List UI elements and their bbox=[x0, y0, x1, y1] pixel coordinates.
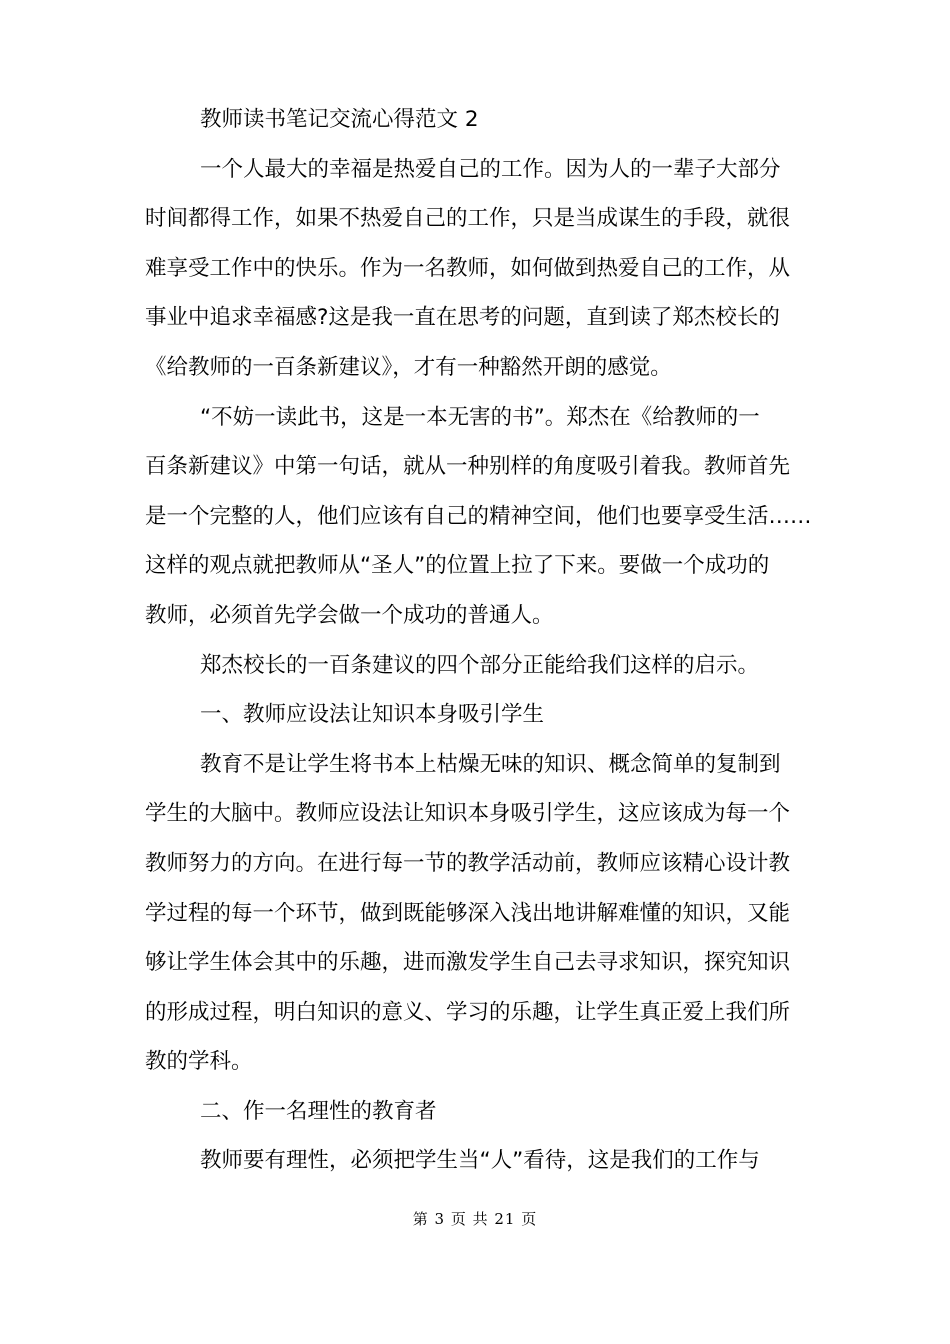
document-title: 教师读书笔记交流心得范文 2 bbox=[200, 107, 479, 132]
section-heading: 二、作一名理性的教育者 bbox=[200, 1098, 437, 1124]
paragraph-line: 郑杰校长的一百条建议的四个部分正能给我们这样的启示。 bbox=[200, 652, 760, 678]
paragraph-line: “不妨一读此书，这是一本无害的书”。郑杰在《给教师的一 bbox=[200, 404, 760, 430]
document-body bbox=[145, 95, 821, 1186]
paragraph-line: 的形成过程，明白知识的意义、学习的乐趣，让学生真正爱上我们所 bbox=[145, 999, 791, 1025]
paragraph-line: 学生的大脑中。教师应设法让知识本身吸引学生，这应该成为每一个 bbox=[145, 801, 791, 827]
paragraph-line: 教的学科。 bbox=[145, 1049, 253, 1075]
paragraph-line: 是一个完整的人，他们应该有自己的精神空间，他们也要享受生活…… bbox=[145, 503, 812, 529]
paragraph-line: 事业中追求幸福感?这是我一直在思考的问题，直到读了郑杰校长的 bbox=[145, 305, 780, 331]
paragraph-line: 时间都得工作，如果不热爱自己的工作，只是当成谋生的手段，就很 bbox=[145, 206, 791, 232]
paragraph-line: 教育不是让学生将书本上枯燥无味的知识、概念简单的复制到 bbox=[200, 751, 781, 777]
section-heading: 一、教师应设法让知识本身吸引学生 bbox=[200, 702, 545, 728]
paragraph-line: 教师努力的方向。在进行每一节的教学活动前，教师应该精心设计教 bbox=[145, 850, 791, 876]
paragraph-line: 难享受工作中的快乐。作为一名教师，如何做到热爱自己的工作，从 bbox=[145, 255, 791, 281]
paragraph-line: 这样的观点就把教师从“圣人”的位置上拉了下来。要做一个成功的 bbox=[145, 553, 770, 579]
paragraph-line: 《给教师的一百条新建议》，才有一种豁然开朗的感觉。 bbox=[145, 354, 672, 380]
paragraph-line: 教师，必须首先学会做一个成功的普通人。 bbox=[145, 602, 554, 628]
paragraph-line: 教师要有理性，必须把学生当“人”看待，这是我们的工作与 bbox=[200, 1148, 760, 1174]
page-number: 第 3 页 共 21 页 bbox=[412, 1210, 538, 1228]
paragraph-line: 百条新建议》中第一句话，就从一种别样的角度吸引着我。教师首先 bbox=[145, 454, 791, 480]
paragraph-line: 学过程的每一个环节，做到既能够深入浅出地讲解难懂的知识，又能 bbox=[145, 900, 791, 926]
paragraph-line: 一个人最大的幸福是热爱自己的工作。因为人的一辈子大部分 bbox=[200, 156, 781, 182]
paragraph-line: 够让学生体会其中的乐趣，进而激发学生自己去寻求知识，探究知识 bbox=[145, 950, 791, 976]
